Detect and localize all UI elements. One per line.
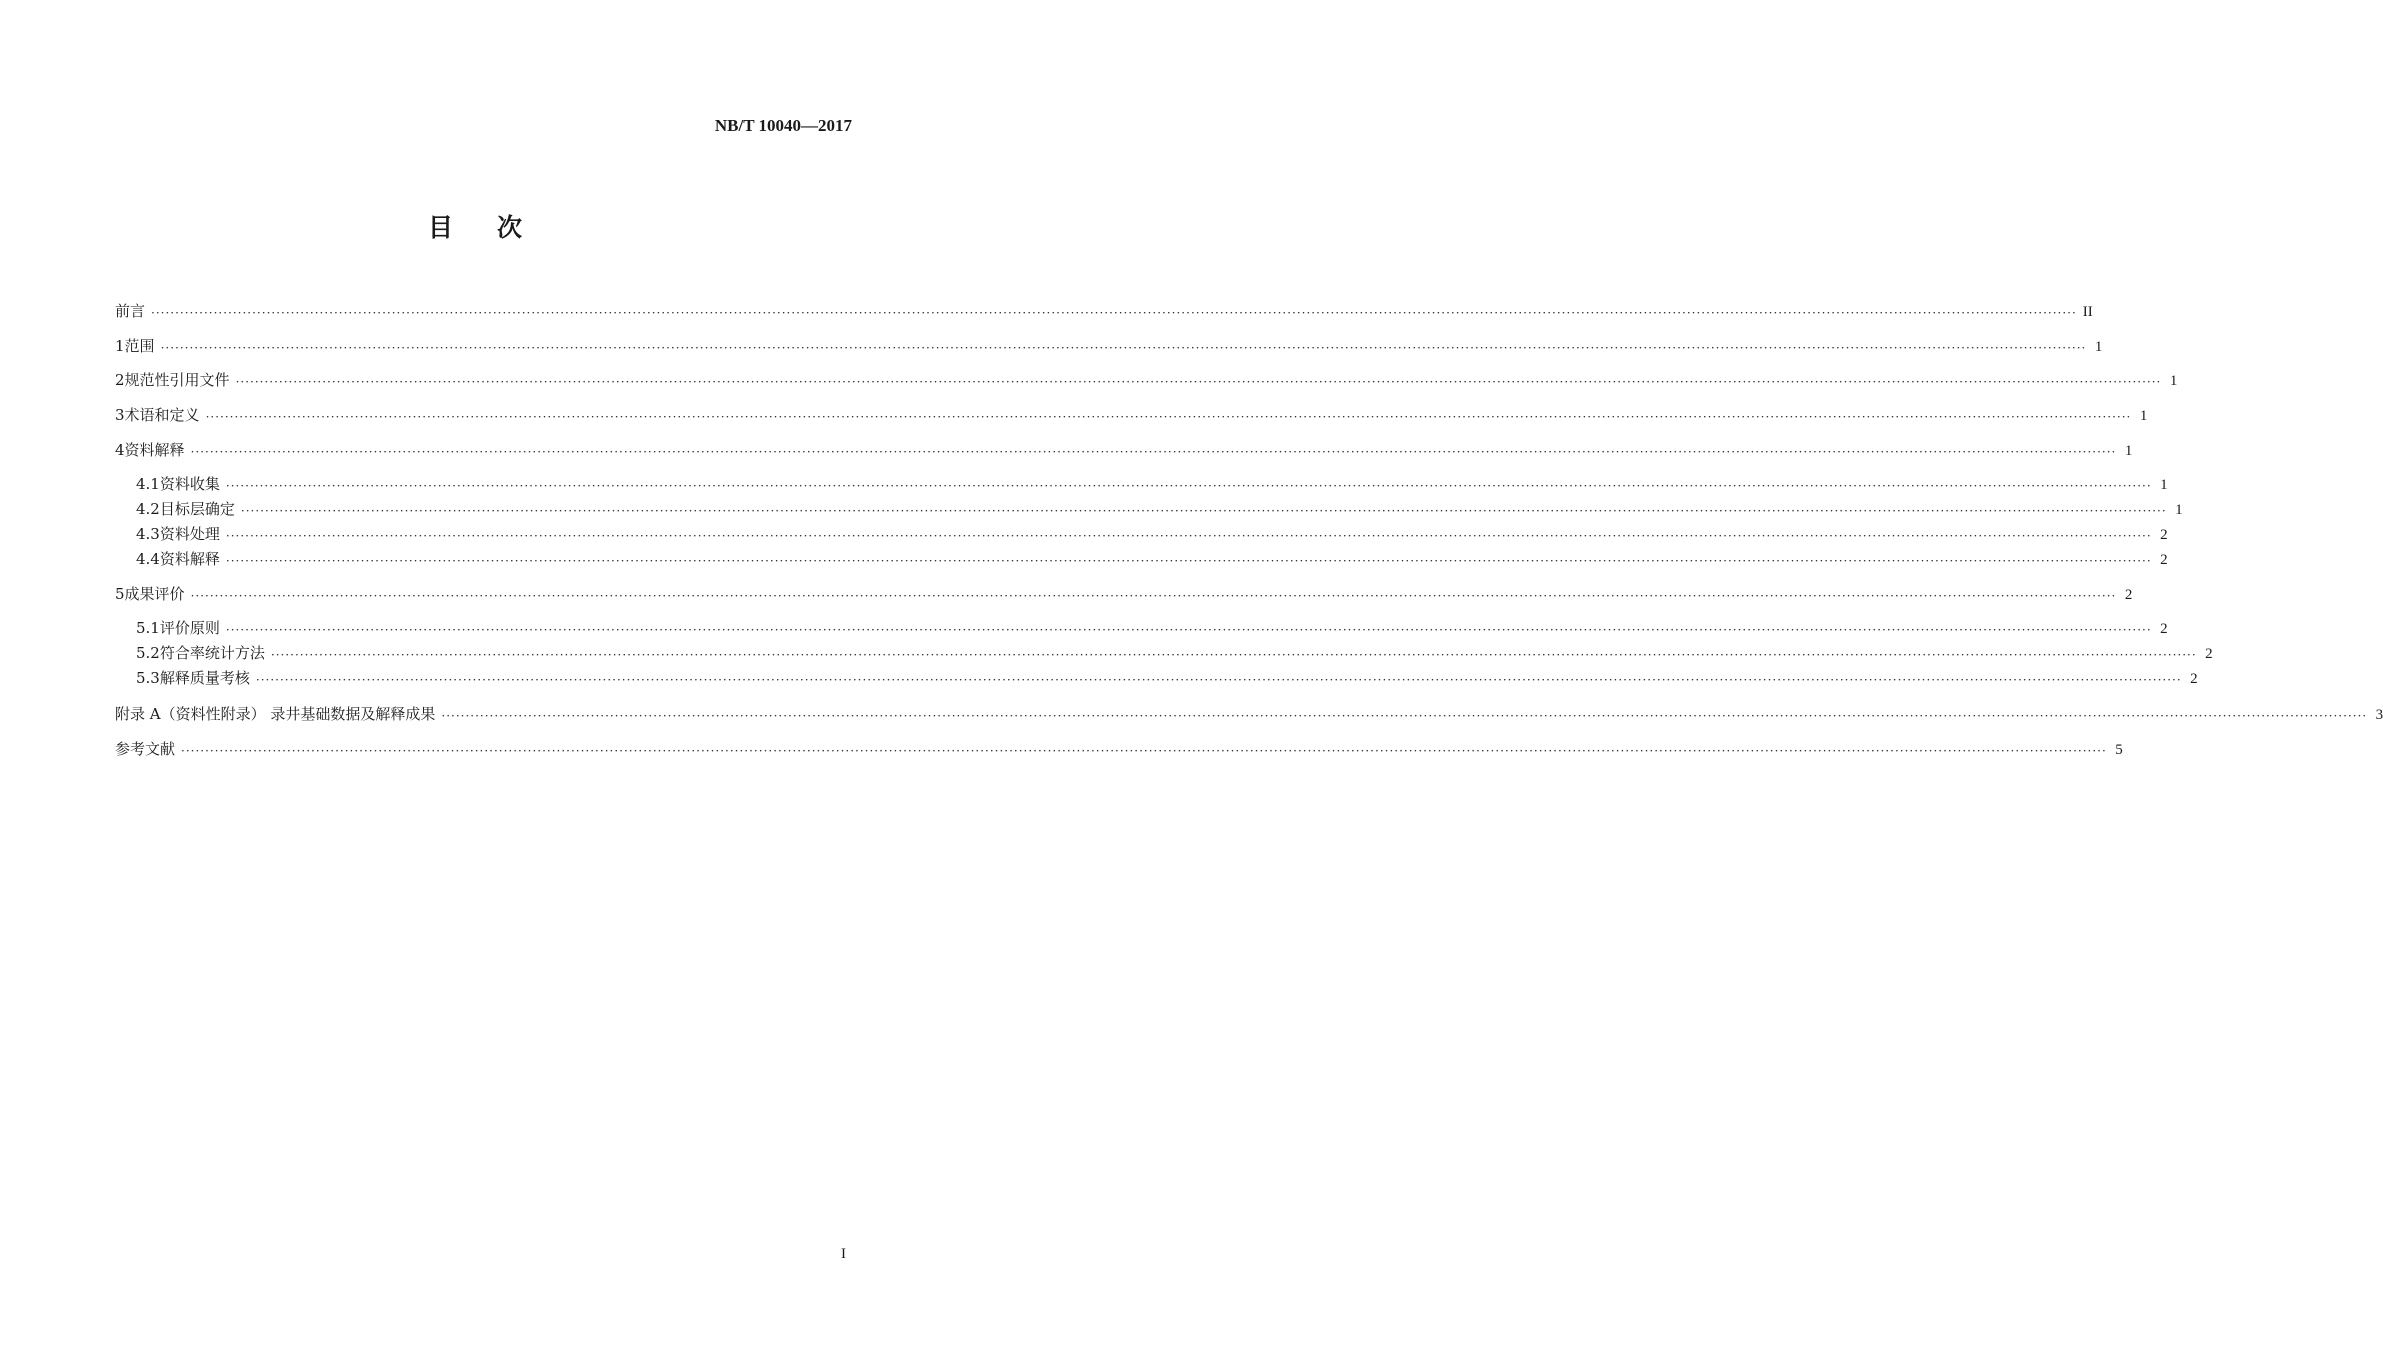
- toc-entry-label: 范围: [124, 337, 155, 355]
- toc-entry[interactable]: [0, 473, 2168, 495]
- toc-entry-page: 1: [2160, 477, 2168, 493]
- toc-entry-number: 3: [115, 406, 125, 424]
- toc-entry-page: 1: [2169, 373, 2178, 389]
- toc-entry-number: 4: [115, 441, 125, 459]
- toc-entry[interactable]: [0, 548, 2168, 570]
- page-title: 目次: [427, 213, 566, 242]
- toc-leader-dots: ················································································································································································································································································································································································································: [240, 504, 2167, 518]
- toc-entry-label: 术语和定义: [124, 406, 200, 424]
- toc-entry-number: 2: [115, 371, 125, 389]
- toc-leader-dots: ················································································································································································································································································································································································································: [225, 529, 2152, 543]
- toc-entry[interactable]: [0, 667, 2198, 689]
- toc-leader-dots: ················································································································································································································································································································································································································: [160, 341, 2087, 355]
- toc-entry[interactable]: [0, 498, 2183, 520]
- toc-entry-page: 1: [2139, 408, 2148, 424]
- toc-entry-page: 2: [2124, 587, 2133, 603]
- toc-leader-dots: ················································································································································································································································································································································································································: [225, 623, 2152, 637]
- toc-entry-page: 1: [2124, 443, 2133, 459]
- toc-entry-page: 1: [2175, 502, 2183, 518]
- toc-entry-page: 3: [2375, 707, 2383, 723]
- toc-entry-label: 附录 A（资料性附录） 录井基础数据及解释成果: [115, 705, 436, 723]
- toc-entry-number: 5.2: [136, 644, 160, 662]
- toc-entry-number: 4.4: [136, 550, 160, 568]
- toc-leader-dots: ················································································································································································································································································································································································································: [205, 410, 2132, 424]
- toc-entry[interactable]: [0, 523, 2168, 545]
- toc-entry-label: 资料解释: [159, 550, 220, 568]
- toc-entry-label: 资料处理: [159, 525, 220, 543]
- toc-entry-label: 成果评价: [124, 585, 185, 603]
- toc-entry-page: II: [2082, 304, 2093, 320]
- toc-entry-page: 2: [2205, 646, 2213, 662]
- toc-entry-label: 符合率统计方法: [159, 644, 265, 662]
- toc-leader-dots: ················································································································································································································································································································································································································: [235, 375, 2162, 389]
- toc-entry[interactable]: [0, 335, 2103, 357]
- toc-entry-label: 资料解释: [124, 441, 185, 459]
- toc-entry[interactable]: [0, 738, 2123, 760]
- standard-code: NB/T 10040—2017: [714, 116, 852, 135]
- toc-entry-label: 资料收集: [159, 475, 220, 493]
- toc-entry-number: 5: [115, 585, 125, 603]
- toc-leader-dots: ················································································································································································································································································································································································································: [225, 479, 2152, 493]
- toc-entry[interactable]: [0, 404, 2148, 426]
- toc-entry-number: 4.3: [136, 525, 160, 543]
- toc-leader-dots: ················································································································································································································································································································································································································: [151, 306, 2077, 320]
- toc-entry-page: 2: [2190, 671, 2198, 687]
- toc-entry-number: 5.1: [136, 619, 160, 637]
- toc-entry-page: 2: [2160, 552, 2168, 568]
- toc-entry-number: 4.2: [136, 500, 160, 518]
- toc-entry-label: 目标层确定: [159, 500, 235, 518]
- toc-entry-number: 1: [115, 337, 125, 355]
- toc-entry-label: 参考文献: [115, 740, 176, 758]
- toc-entry-label: 规范性引用文件: [124, 371, 230, 389]
- toc-entry[interactable]: [0, 369, 2178, 391]
- toc-entry-number: 4.1: [136, 475, 160, 493]
- toc-entry[interactable]: [0, 617, 2168, 639]
- toc-leader-dots: ················································································································································································································································································································································································································: [441, 709, 2368, 723]
- toc-entry-number: 5.3: [136, 669, 160, 687]
- toc-entry-label: 解释质量考核: [159, 669, 250, 687]
- toc-entry-page: 2: [2160, 527, 2168, 543]
- toc-entry[interactable]: [0, 583, 2133, 605]
- toc-entry-label: 前言: [115, 302, 146, 320]
- toc-entry[interactable]: [0, 642, 2213, 664]
- toc-entry-page: 2: [2160, 621, 2168, 637]
- toc-leader-dots: ················································································································································································································································································································································································································: [255, 673, 2182, 687]
- toc-leader-dots: ················································································································································································································································································································································································································: [225, 554, 2152, 568]
- toc-leader-dots: ················································································································································································································································································································································································································: [181, 744, 2107, 758]
- toc-entry[interactable]: [0, 703, 2383, 725]
- toc-entry-page: 1: [2094, 339, 2103, 355]
- toc-entry[interactable]: [0, 300, 2093, 322]
- toc-entry-label: 评价原则: [159, 619, 220, 637]
- toc-leader-dots: ················································································································································································································································································································································································································: [190, 589, 2117, 603]
- toc-entry-page: 5: [2115, 742, 2123, 758]
- page-number: I: [841, 1246, 846, 1262]
- toc-leader-dots: ················································································································································································································································································································································································································: [190, 445, 2117, 459]
- toc-entry[interactable]: [0, 439, 2133, 461]
- toc-leader-dots: ················································································································································································································································································································································································································: [270, 648, 2197, 662]
